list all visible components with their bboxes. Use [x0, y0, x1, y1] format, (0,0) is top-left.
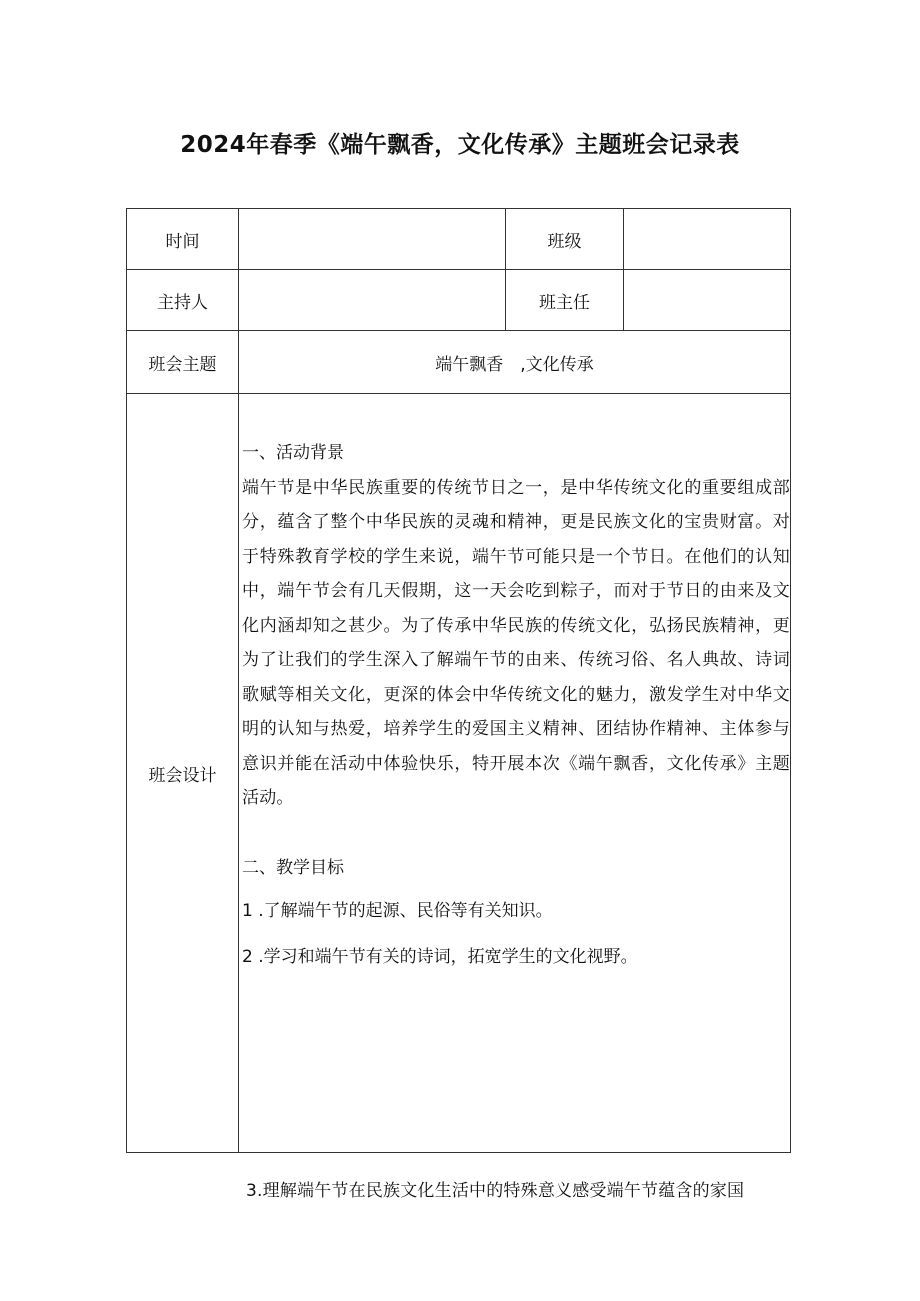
row-host-teacher	[127, 270, 791, 331]
row-theme	[127, 331, 791, 394]
theme-value[interactable]: 端午飘香 ,文化传承	[239, 331, 791, 394]
section1-text: 端午节是中华民族重要的传统节日之一，是中华传统文化的重要组成部分，蕴含了整个中华民族的灵魂和精神，更是民族文化的宝贵财富。对于特殊教育学校的学生来说，端午节可能只是一个节日。在他们的认知中，端午节会有几天假期，这一天会吃到粽子，而对于节日的由来及文化内涵却知之甚少。为了传承中华民族的传统文化，弘扬民族精神，更为了让我们的学生深入了解端午节的由来、传统习俗、名人典故、诗词歌赋等相关文化，更深的体会中华传统文化的魅力，激发学生对中华文明的认知与热爱，培养学生的爱国主义精神、团结协作精神、主体参与意识并能在活动中体验快乐，特开展本次《端午飘香，文化传承》主题活动。	[242, 477, 790, 808]
design-content	[242, 394, 790, 974]
section2-heading: 二、教学目标	[242, 857, 344, 878]
class-value[interactable]	[624, 209, 791, 270]
record-table	[126, 208, 791, 1153]
goal-2: 2 .学习和端午节有关的诗词，拓宽学生的文化视野。	[242, 946, 638, 967]
section1-heading: 一、活动背景	[242, 443, 344, 463]
design-content-cell[interactable]	[239, 394, 791, 1153]
teacher-value[interactable]	[624, 270, 791, 331]
row-time-class	[127, 209, 791, 270]
theme-label: 班会主题	[127, 331, 239, 394]
class-label: 班级	[506, 209, 624, 270]
row-design	[127, 394, 791, 1153]
host-label: 主持人	[127, 270, 239, 331]
continuation-text: 3.理解端午节在民族文化生活中的特殊意义感受端午节蕴含的家国	[246, 1181, 745, 1201]
time-label: 时间	[127, 209, 239, 270]
time-value[interactable]	[239, 209, 506, 270]
host-value[interactable]	[239, 270, 506, 331]
teacher-label: 班主任	[506, 270, 624, 331]
goal-1: 1 .了解端午节的起源、民俗等有关知识。	[242, 901, 553, 921]
design-label: 班会设计	[127, 394, 239, 1153]
document-title: 2024年春季《端午飘香，文化传承》主题班会记录表	[180, 132, 740, 158]
